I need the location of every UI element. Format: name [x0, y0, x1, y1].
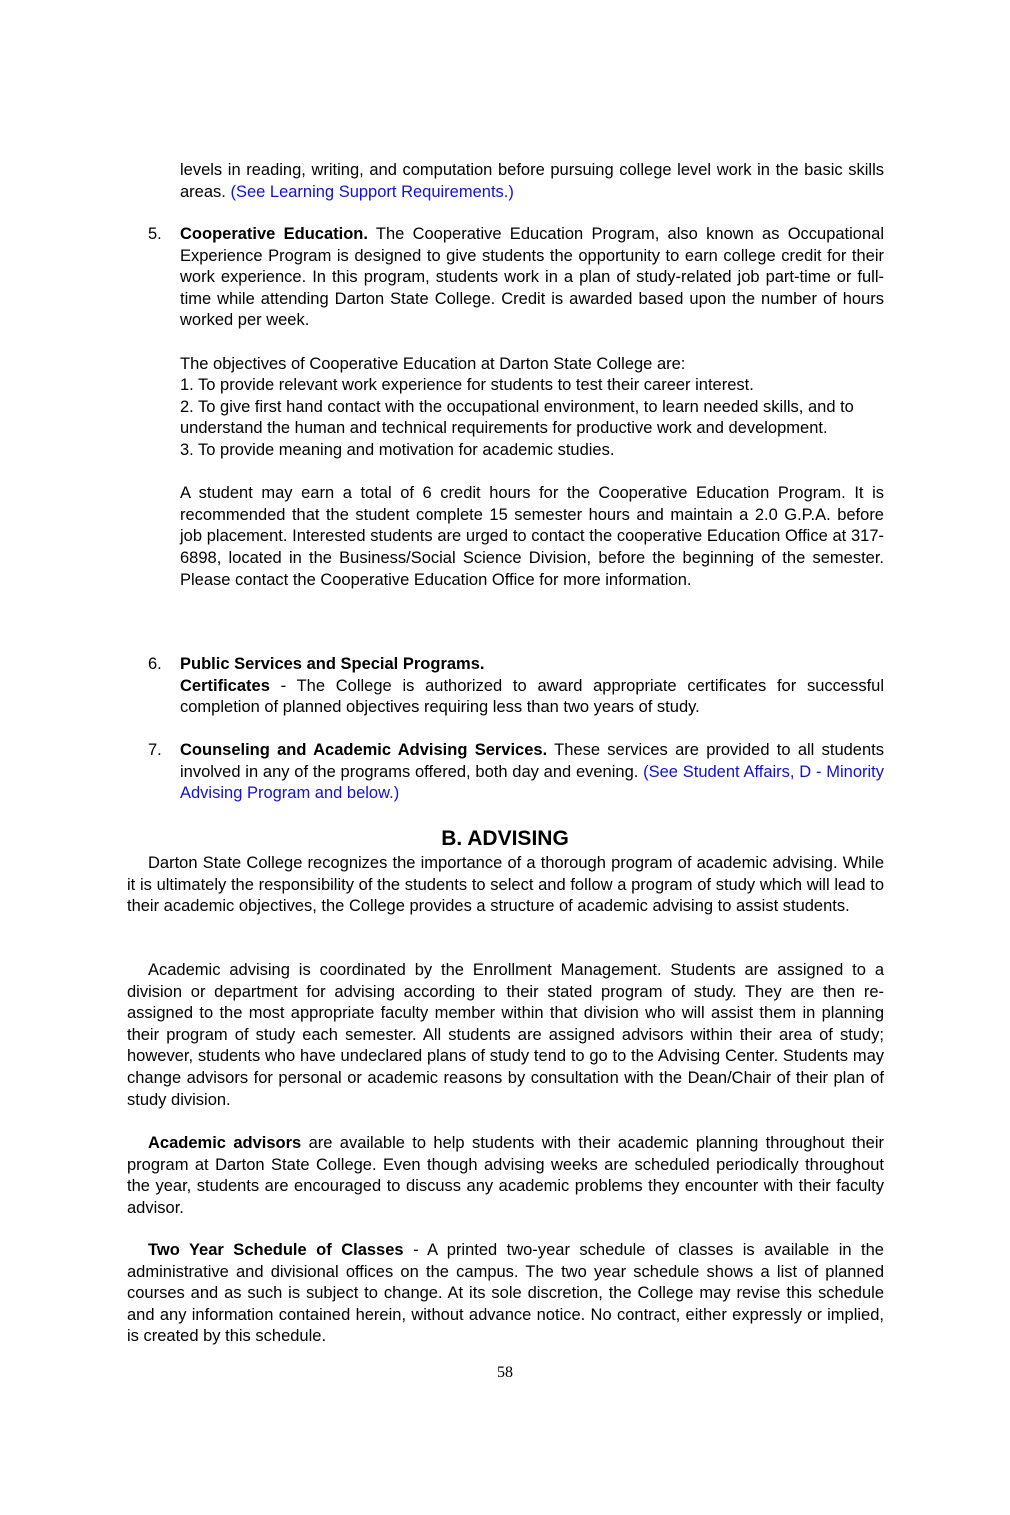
list-item-5	[148, 224, 884, 591]
two-year-schedule-label: Two Year Schedule of Classes	[148, 1241, 404, 1259]
item-text: The Cooperative Education Program, also known as Occupational Experience Program is designed to give students the opportunity to earn college credit for their work experience. In this program, students work in a plan of study-related job part-time or full-time while attending Darton State College. Credit is awarded based upon the number of hours worked per week.	[180, 225, 885, 330]
learning-support-link[interactable]: (See Learning Support Requirements.)	[230, 182, 514, 201]
intro-paragraph	[180, 160, 884, 203]
item-title: Cooperative Education.	[180, 225, 368, 243]
paragraph-text: are available to help students with their academic planning throughout their program at Darton State College. Even though advising weeks are scheduled periodically throughout the year, students are encouraged to discuss any academic problems they encounter with their faculty advisor.	[127, 1134, 884, 1217]
list-item-7	[148, 740, 884, 805]
advising-paragraph-4	[127, 1240, 884, 1348]
certificates-paragraph	[180, 676, 884, 719]
objective-3: 3. To provide meaning and motivation for academic studies.	[180, 440, 615, 459]
paragraph-text: - A printed two-year schedule of classes is available in the administrative and divisional offices on the campus. The two year schedule shows a list of planned courses and as such is subject to change. At its sole discretion, the College may revise this schedule and any information contained herein, without advance notice. No contract, either expressly or implied, is created by this schedule.	[127, 1241, 884, 1346]
academic-advisors-label: Academic advisors	[148, 1134, 302, 1152]
page-number: 58	[497, 1364, 513, 1381]
objective-1: 1. To provide relevant work experience for students to test their career interest.	[180, 376, 754, 395]
list-item-6	[148, 654, 884, 719]
paragraph-text: Darton State College recognizes the importance of a thorough program of academic advising. While it is ultimately the responsibility of the students to select and follow a program of study which will lead to their academic objectives, the College provides a structure of academic advising to assist students.	[127, 854, 884, 916]
item-number: 6.	[148, 655, 162, 673]
item-title	[180, 654, 884, 676]
objective-2: 2. To give first hand contact with the occupational environment, to learn needed skills, and to understand the human and technical requirements for productive work and development.	[180, 397, 854, 438]
section-heading: B. ADVISING	[441, 827, 569, 850]
credit-hours-paragraph: A student may earn a total of 6 credit hours for the Cooperative Education Program. It is recommended that the student complete 15 semester hours and maintain a 2.0 G.P.A. before job placement. Interested students are urged to contact the cooperative Education Office at 317-6898, located in the Business/Social Science Division, before the beginning of the semester. Please contact the Cooperative Education Office for more information.	[180, 484, 884, 589]
item-title-text: Public Services and Special Programs.	[180, 655, 485, 673]
advising-paragraph-2	[127, 960, 884, 1111]
advising-paragraph-1	[127, 853, 884, 918]
counseling-paragraph	[180, 740, 884, 805]
certificates-text: - The College is authorized to award appropriate certificates for successful completion of planned objectives requiring less than two years of study.	[180, 676, 884, 717]
item-title: Counseling and Academic Advising Services.	[180, 741, 548, 759]
item-text: These services are provided to all students involved in any of the programs offered, both day and evening.	[180, 741, 884, 781]
student-affairs-link[interactable]: (See Student Affairs, D - Minority Advising Program and below.)	[180, 762, 884, 803]
objectives-intro: The objectives of Cooperative Education at Darton State College are:	[180, 354, 686, 373]
advising-paragraph-3	[127, 1133, 884, 1219]
paragraph-text: Academic advising is coordinated by the Enrollment Management. Students are assigned to a division or department for advising according to their stated program of study. They are then re-assigned to the most appropriate faculty member within that division who will assist them in planning their program of study each semester. All students are assigned advisors within their area of study; however, students who have undeclared plans of study tend to go to the Advising Center. Students may change advisors for personal or academic reasons by consultation with the Dean/Chair of their plan of study division.	[127, 961, 884, 1109]
intro-text: levels in reading, writing, and computation before pursuing college level work in the basic skills areas.	[180, 161, 884, 201]
certificates-label: Certificates	[180, 676, 270, 695]
cooperative-education-paragraph	[180, 224, 884, 332]
item-number: 7.	[148, 741, 162, 759]
item-number: 5.	[148, 225, 162, 243]
